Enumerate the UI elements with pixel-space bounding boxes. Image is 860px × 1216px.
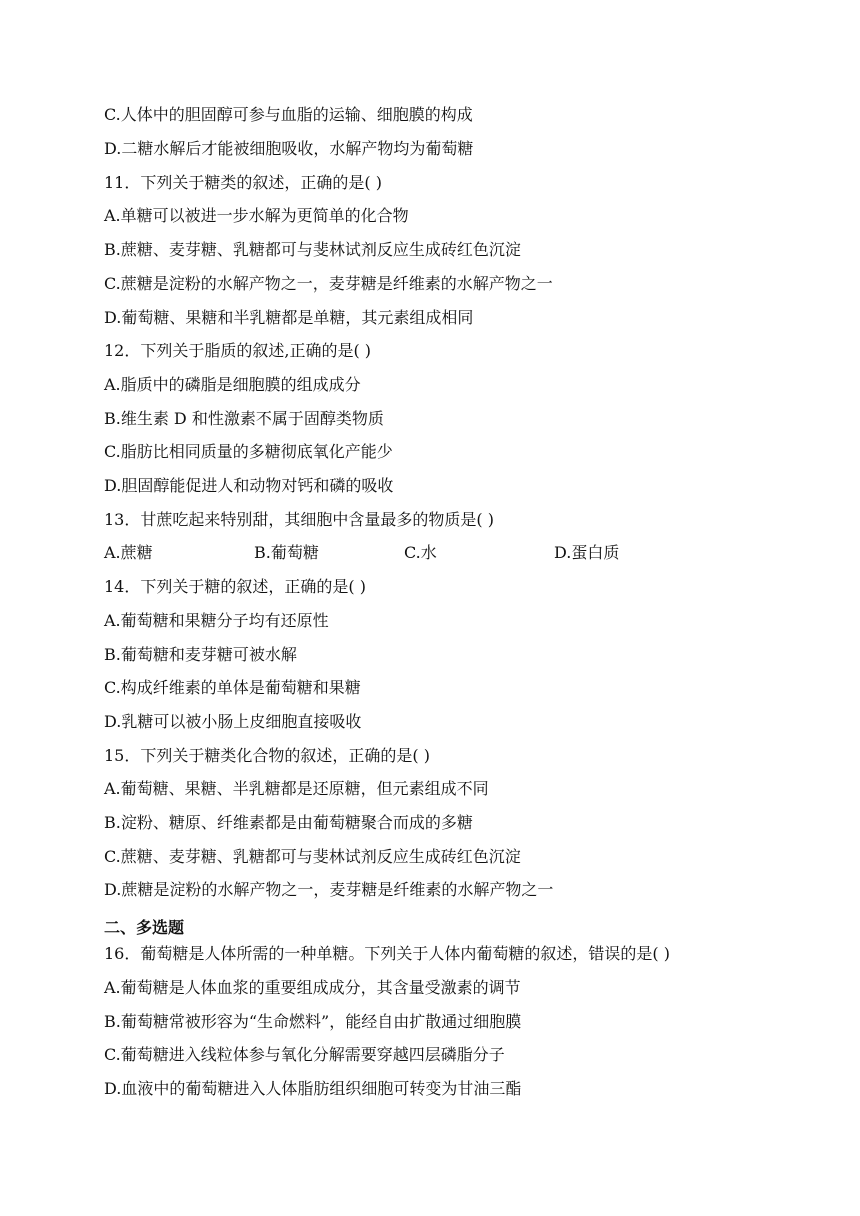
q15-option-b: B.淀粉、糖原、纤维素都是由葡萄糖聚合而成的多糖 <box>104 813 473 832</box>
q15-stem: 15．下列关于糖类化合物的叙述，正确的是( ) <box>104 746 430 765</box>
q12-option-a: A.脂质中的磷脂是细胞膜的组成成分 <box>104 375 361 394</box>
q10-option-d: D.二糖水解后才能被细胞吸收，水解产物均为葡萄糖 <box>104 139 474 158</box>
q16-option-a: A.葡萄糖是人体血浆的重要组成成分，其含量受激素的调节 <box>104 978 521 997</box>
q16-option-d: D.血液中的葡萄糖进入人体脂肪组织细胞可转变为甘油三酯 <box>104 1079 522 1098</box>
q14-stem: 14．下列关于糖的叙述，正确的是( ) <box>104 577 366 596</box>
q14-option-a: A.葡萄糖和果糖分子均有还原性 <box>104 611 329 630</box>
q13-option-b: B.葡萄糖 <box>254 543 319 562</box>
section-heading: 二、多选题 <box>104 918 185 937</box>
q11-option-b: B.蔗糖、麦芽糖、乳糖都可与斐林试剂反应生成砖红色沉淀 <box>104 240 521 259</box>
q13-option-a: A.蔗糖 <box>104 543 153 562</box>
q16-option-b: B.葡萄糖常被形容为“生命燃料”，能经自由扩散通过细胞膜 <box>104 1012 522 1031</box>
q10-option-c: C.人体中的胆固醇可参与血脂的运输、细胞膜的构成 <box>104 105 473 124</box>
q16-stem: 16．葡萄糖是人体所需的一种单糖。下列关于人体内葡萄糖的叙述，错误的是( ) <box>104 944 670 963</box>
q13-options <box>104 543 804 563</box>
q15-option-d: D.蔗糖是淀粉的水解产物之一，麦芽糖是纤维素的水解产物之一 <box>104 880 554 899</box>
q12-option-c: C.脂肪比相同质量的多糖彻底氧化产能少 <box>104 442 393 461</box>
q12-option-b: B.维生素 D 和性激素不属于固醇类物质 <box>104 409 384 428</box>
q14-option-b: B.葡萄糖和麦芽糖可被水解 <box>104 645 297 664</box>
q11-option-a: A.单糖可以被进一步水解为更简单的化合物 <box>104 206 409 225</box>
q11-stem: 11．下列关于糖类的叙述，正确的是( ) <box>104 173 382 192</box>
q15-option-a: A.葡萄糖、果糖、半乳糖都是还原糖，但元素组成不同 <box>104 779 489 798</box>
q12-option-d: D.胆固醇能促进人和动物对钙和磷的吸收 <box>104 476 394 495</box>
q14-option-d: D.乳糖可以被小肠上皮细胞直接吸收 <box>104 712 362 731</box>
q16-option-c: C.葡萄糖进入线粒体参与氧化分解需要穿越四层磷脂分子 <box>104 1045 505 1064</box>
q13-stem: 13．甘蔗吃起来特别甜，其细胞中含量最多的物质是( ) <box>104 510 494 529</box>
q11-option-d: D.葡萄糖、果糖和半乳糖都是单糖，其元素组成相同 <box>104 308 474 327</box>
q13-option-c: C.水 <box>404 543 437 562</box>
q15-option-c: C.蔗糖、麦芽糖、乳糖都可与斐林试剂反应生成砖红色沉淀 <box>104 847 521 866</box>
q13-option-d: D.蛋白质 <box>554 543 620 562</box>
q14-option-c: C.构成纤维素的单体是葡萄糖和果糖 <box>104 678 361 697</box>
q11-option-c: C.蔗糖是淀粉的水解产物之一，麦芽糖是纤维素的水解产物之一 <box>104 274 553 293</box>
q12-stem: 12．下列关于脂质的叙述,正确的是( ) <box>104 341 372 360</box>
